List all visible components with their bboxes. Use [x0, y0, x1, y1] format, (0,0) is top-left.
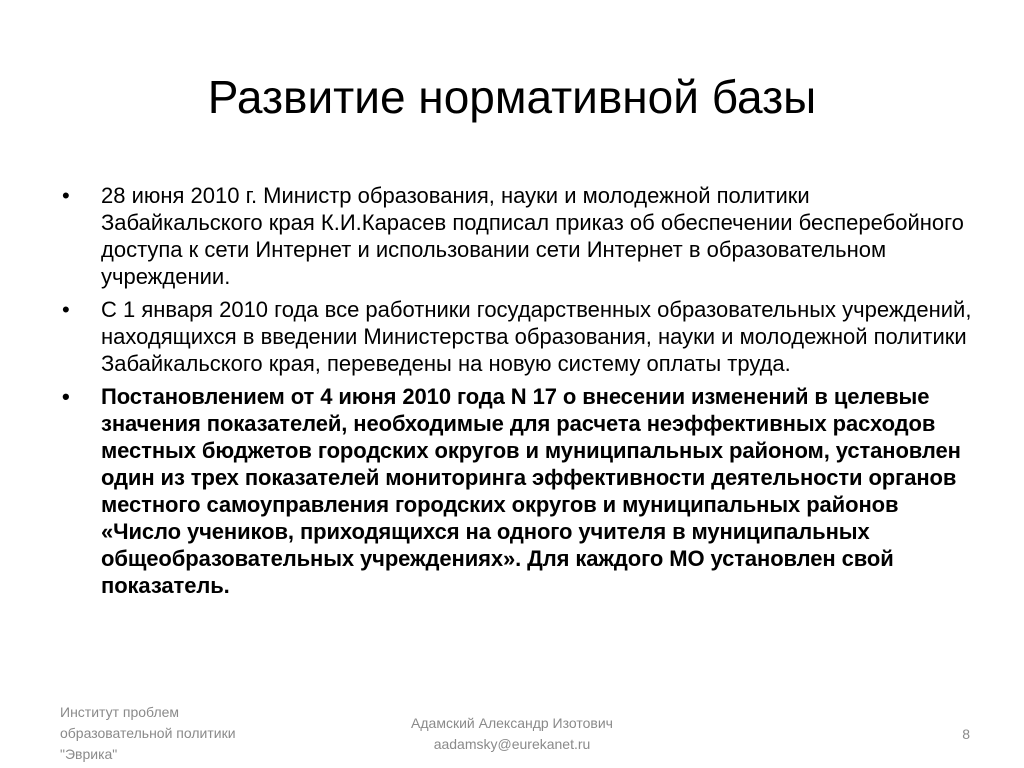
- bullet-list: [57, 182, 977, 605]
- footer-org-line: образовательной политики: [60, 725, 236, 741]
- footer-author-name: Адамский Александр Изотович: [411, 715, 613, 731]
- slide-title: Развитие нормативной базы: [207, 71, 817, 123]
- footer-author-email: aadamsky@eurekanet.ru: [433, 736, 591, 752]
- footer-org-line: "Эврика": [60, 746, 118, 762]
- footer-org-line: Институт проблем: [60, 704, 180, 720]
- page-number: 8: [962, 726, 970, 742]
- bullet-item: [57, 182, 977, 290]
- footer-organization: [60, 702, 300, 765]
- bullet-text: С 1 января 2010 года все работники государственных образовательных учреждений, находящихся в введении Министерства образования, науки и молодежной политики Забайкальского края, переведены на новую систему оплаты труда.: [101, 297, 972, 376]
- bullet-text: Постановлением от 4 июня 2010 года N 17 о внесении изменений в целевые значения показателей, необходимые для расчета неэффективных расходов местных бюджетов городских округов и муниципальных районом, установлен один из трех показателей мониторинга эффективности деятельности органов местного самоуправления городских округов и муниципальных районов «Число учеников, приходящихся на одного учителя в муниципальных общеобразовательных учреждениях». Для каждого МО установлен свой показатель.: [101, 384, 961, 598]
- bullet-icon: •: [62, 183, 70, 208]
- footer-author: [362, 713, 662, 755]
- bullet-icon: •: [62, 384, 70, 409]
- bullet-item: [57, 383, 977, 599]
- bullet-text: 28 июня 2010 г. Министр образования, науки и молодежной политики Забайкальского края К.И.Карасев подписал приказ об обеспечении бесперебойного доступа к сети Интернет и использовании сети Интернет в образовательном учреждении.: [101, 183, 964, 289]
- bullet-icon: •: [62, 297, 70, 322]
- bullet-item: [57, 296, 977, 377]
